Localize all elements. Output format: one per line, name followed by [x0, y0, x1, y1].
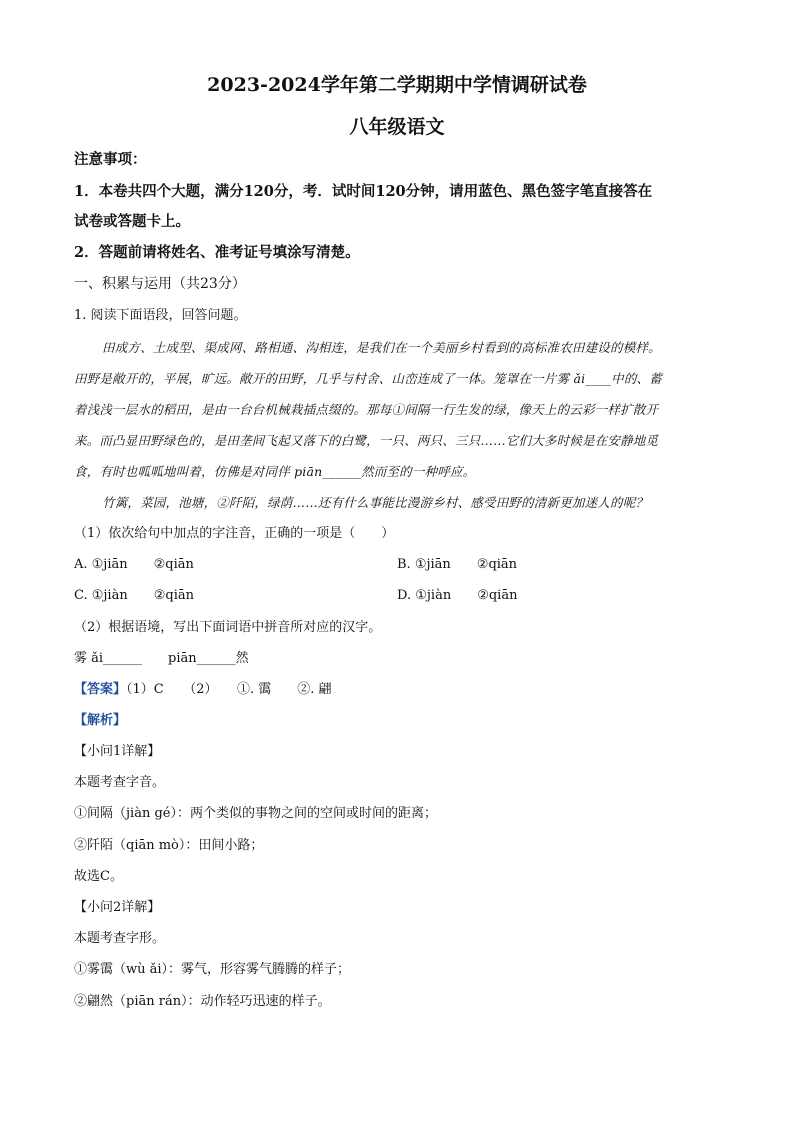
- passage-line: 田野是敞开的，平展，旷远。敞开的田野，几乎与村舍、山峦连成了一体。笼罩在一片雾 ǎi____中的、蓄: [74, 371, 662, 386]
- analysis-tag: 【解析】: [74, 713, 127, 728]
- subquestion-2-prompt: （2）根据语境，写出下面词语中拼音所对应的汉字。: [74, 620, 382, 635]
- answer-tag: 【答案】: [74, 682, 127, 697]
- detail-2-heading: 【小问2详解】: [74, 900, 161, 915]
- option-c: C. ①jiàn ②qiān: [74, 588, 194, 603]
- passage-line: 食，有时也呱呱地叫着，仿佛是对同伴 piān______然而至的一种呼应。: [74, 464, 476, 479]
- option-b: B. ①jiān ②qiān: [397, 557, 518, 572]
- answer-line: [74, 682, 332, 698]
- analysis-line: 本题考查字音。: [74, 775, 166, 790]
- passage-line: 着浅浅一层水的稻田，是由一台台机械栽插点缀的。那每①间隔一行生发的绿，像天上的云彩一样扩散开: [74, 402, 659, 417]
- option-a: A. ①jiān ②qiān: [74, 557, 194, 572]
- analysis-line: 故选C。: [74, 869, 123, 884]
- passage-line: 来。而凸显田野绿色的，是田垄间飞起又落下的白鹭，一只、两只、三只……它们大多时候是在安静地觅: [74, 433, 659, 448]
- subquestion-1-prompt: （1）依次给句中加点的字注音，正确的一项是（ ）: [74, 526, 395, 541]
- subquestion-2-blanks: 雾 ǎi______ piān______然: [74, 651, 249, 666]
- exam-subtitle: 八年级语文: [349, 116, 445, 138]
- analysis-line: ①间隔（jiàn gé）：两个类似的事物之间的空间或时间的距离；: [74, 806, 437, 821]
- question-1-prompt: 1. 阅读下面语段，回答问题。: [74, 308, 247, 323]
- analysis-line: 本题考查字形。: [74, 931, 166, 946]
- passage-line: 竹篱，菜园，池塘，②阡陌，绿荫……还有什么事能比漫游乡村、感受田野的清新更加迷人的呢？: [102, 495, 649, 510]
- notes-heading: 注意事项：: [74, 151, 147, 168]
- answer-text: （1）C （2） ①. 霭 ②. 翩: [126, 682, 332, 697]
- exam-title: 2023-2024学年第二学期期中学情调研试卷: [207, 74, 587, 96]
- analysis-line: ②阡陌（qiān mò）：田间小路；: [74, 838, 264, 853]
- section-1-heading: 一、积累与运用（共23分）: [74, 276, 246, 292]
- notes-item-2: 2．答题前请将姓名、准考证号填涂写清楚。: [74, 244, 360, 261]
- detail-1-heading: 【小问1详解】: [74, 744, 161, 759]
- option-d: D. ①jiàn ②qiān: [397, 588, 518, 603]
- notes-item-1-line-1: 1．本卷共四个大题，满分120分，考．试时间120分钟，请用蓝色、黑色签字笔直接答在: [74, 183, 653, 200]
- notes-item-1-line-2: 试卷或答题卡上。: [74, 213, 190, 230]
- passage-line: 田成方、土成型、渠成网、路相通、沟相连，是我们在一个美丽乡村看到的高标准农田建设的模样。: [102, 340, 661, 355]
- analysis-line: ①雾霭（wù ǎi）：雾气，形容雾气腾腾的样子；: [74, 962, 351, 977]
- analysis-line: ②翩然（piān rán）：动作轻巧迅速的样子。: [74, 994, 331, 1009]
